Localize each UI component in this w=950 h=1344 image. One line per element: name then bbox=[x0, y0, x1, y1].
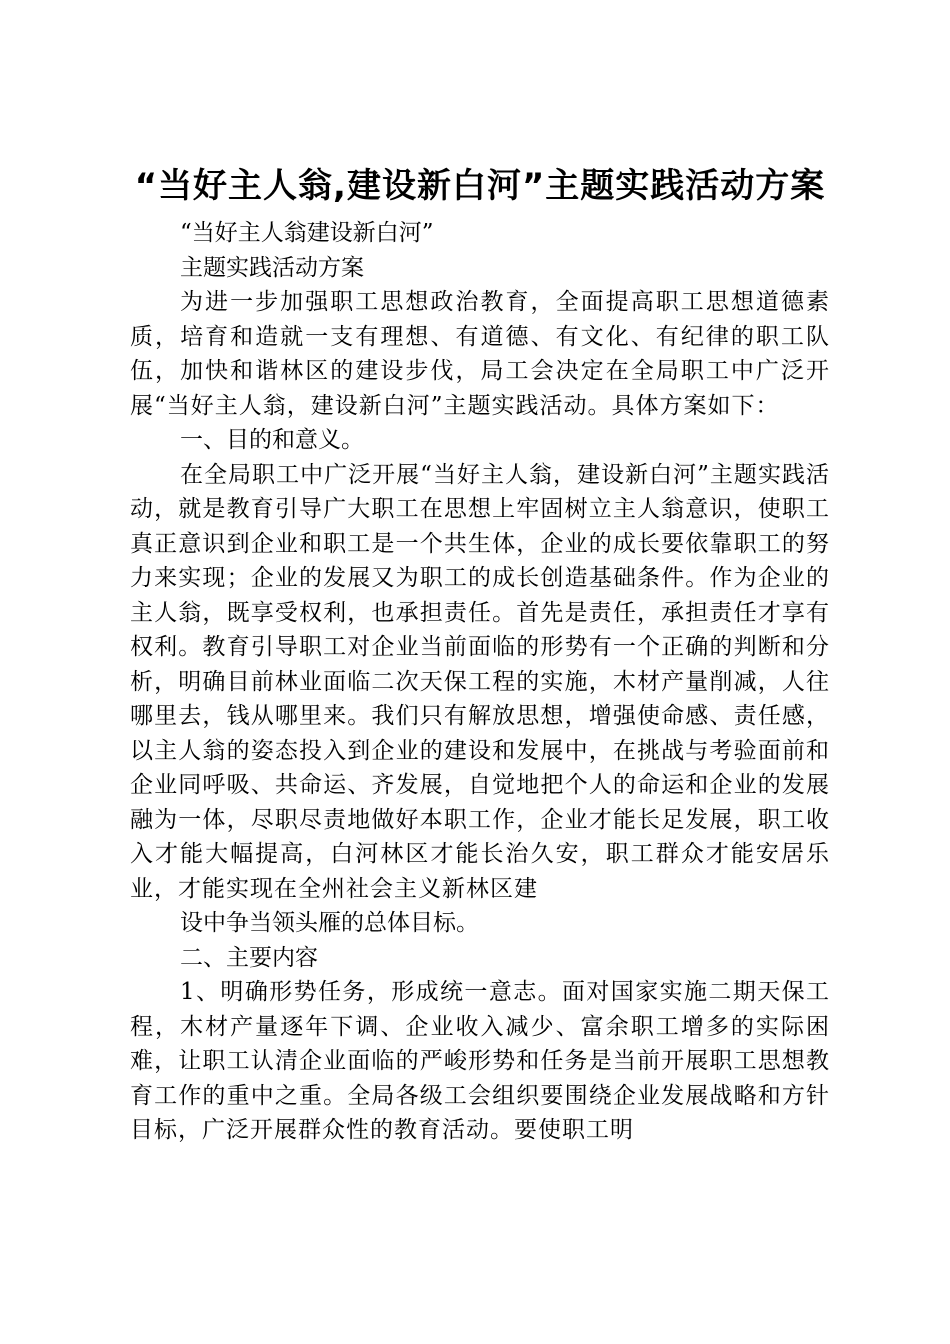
subtitle-line-2: 主题实践活动方案 bbox=[180, 254, 364, 281]
document-page bbox=[130, 158, 830, 1148]
section-heading-purpose: 一、目的和意义。 bbox=[180, 427, 364, 453]
intro-paragraph: 为进一步加强职工思想政治教育，全面提高职工思想道德素质，培育和造就一支有理想、有道德、有文化、有纪律的职工队伍，加快和谐林区的建设步伐，局工会决定在全局职工中广泛开展“当好主人翁，建设新白河”主题实践活动。具体方案如下： bbox=[130, 289, 830, 419]
content-paragraph-1: 1、明确形势任务，形成统一意志。面对国家实施二期天保工程，木材产量逐年下调、企业收入减少、富余职工增多的实际困难，让职工认清企业面临的严峻形势和任务是当前开展职工思想教育工作的重中之重。全局各级工会组织要围绕企业发展战略和方针目标，广泛开展群众性的教育活动。要使职工明 bbox=[130, 979, 830, 1143]
section-heading-content: 二、主要内容 bbox=[180, 944, 318, 971]
purpose-paragraph-continuation: 设中争当领头雁的总体目标。 bbox=[180, 910, 479, 936]
subtitle-line-1: “当好主人翁建设新白河” bbox=[180, 220, 434, 246]
document-title: “当好主人翁,建设新白河”主题实践活动方案 bbox=[134, 166, 826, 206]
purpose-paragraph: 在全局职工中广泛开展“当好主人翁，建设新白河”主题实践活动，就是教育引导广大职工在思想上牢固树立主人翁意识，使职工真正意识到企业和职工是一个共生体，企业的成长要依靠职工的努力来实现；企业的发展又为职工的成长创造基础条件。作为企业的主人翁，既享受权利，也承担责任。首先是责任，承担责任才享有权利。教育引导职工对企业当前面临的形势有一个正确的判断和分析，明确目前林业面临二次天保工程的实施，木材产量削减，人往哪里去，钱从哪里来。我们只有解放思想，增强使命感、责任感，以主人翁的姿态投入到企业的建设和发展中，在挑战与考验面前和企业同呼吸、共命运、齐发展，自觉地把个人的命运和企业的发展融为一体，尽职尽责地做好本职工作，企业才能长足发展，职工收入才能大幅提高，白河林区才能长治久安，职工群众才能安居乐业，才能实现在全州社会主义新林区建 bbox=[130, 461, 830, 902]
document-body bbox=[130, 216, 830, 1148]
